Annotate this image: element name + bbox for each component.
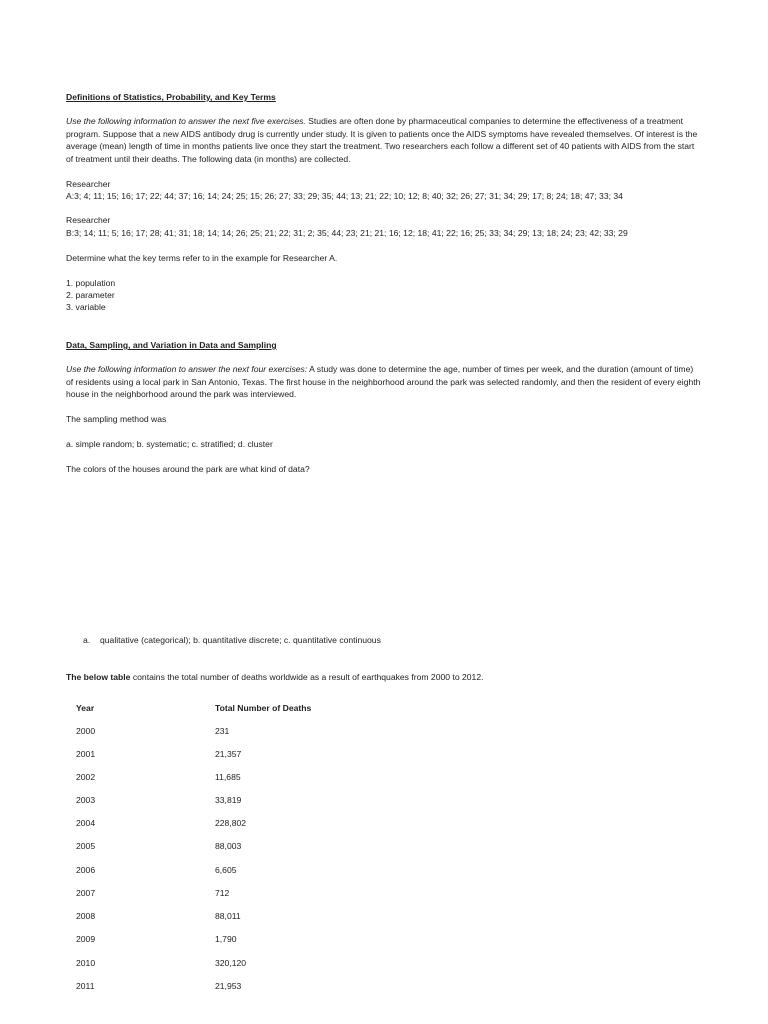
table-cell-year: 2008 bbox=[76, 911, 96, 921]
earthquake-table-intro-text: contains the total number of deaths worldwide as a result of earthquakes from 2000 to 2012. bbox=[130, 672, 484, 682]
section1-intro-text: Studies are often done by pharmaceutical companies to determine the effectiveness of a treatment program. Suppose that a new AIDS antibody drug is currently under study. It is given to patients once the AIDS symptoms have revealed themselves. Of interest is the average (mean) length of time in months patients live once they start the treatment. Two researchers each follow a different set of 40 patients with AIDS from the start of treatment until their deaths. The following data (in months) are collected. bbox=[66, 116, 698, 164]
table-cell-year: 2006 bbox=[76, 865, 96, 875]
house-colors-options bbox=[83, 634, 683, 647]
table-cell-year: 2004 bbox=[76, 818, 96, 828]
house-colors-question: The colors of the houses around the park are what kind of data? bbox=[66, 464, 310, 474]
option-marker-a: a. bbox=[83, 635, 91, 645]
table-cell-deaths: 33,819 bbox=[215, 795, 242, 805]
section1-question: Determine what the key terms refer to in the example for Researcher A. bbox=[66, 253, 338, 263]
table-cell-year: 2005 bbox=[76, 841, 96, 851]
table-cell-deaths: 11,685 bbox=[215, 772, 241, 782]
table-cell-year: 2011 bbox=[76, 981, 95, 991]
earthquake-table-intro-bold: The below table bbox=[66, 672, 131, 682]
table-header-year: Year bbox=[76, 703, 95, 713]
section2-intro-text: A study was done to determine the age, number of times per week, and the duration (amount of time) of residents using a local park in San Antonio, Texas. The first house in the neighborhood around the park was selected randomly, and then the resident of every eighth house in the neighborhood around the park was interviewed. bbox=[66, 364, 701, 399]
table-header-deaths: Total Number of Deaths bbox=[215, 703, 312, 713]
researcher-a-data: A:3; 4; 11; 15; 16; 17; 22; 44; 37; 16; 14; 24; 25; 15; 26; 27; 33; 29; 35; 44; 13; 21; 22; 10; 12; 8; 40; 32; 26; 27; 31; 34; 29; 17; 8; 24; 18; 47; 33; 34 bbox=[66, 191, 623, 201]
earthquake-table-intro bbox=[66, 671, 702, 684]
table-cell-deaths: 1,790 bbox=[215, 934, 237, 944]
table-cell-deaths: 712 bbox=[215, 888, 230, 898]
list-item-parameter: 2. parameter bbox=[66, 290, 115, 300]
researcher-b-label: Researcher bbox=[66, 215, 111, 225]
table-cell-deaths: 88,011 bbox=[215, 911, 241, 921]
table-cell-deaths: 228,802 bbox=[215, 818, 247, 828]
table-cell-deaths: 6,605 bbox=[215, 865, 237, 875]
section2-intro-italic: Use the following information to answer the next four exercises: bbox=[66, 364, 308, 374]
table-cell-year: 2000 bbox=[76, 726, 96, 736]
table-cell-year: 2002 bbox=[76, 772, 96, 782]
section-heading-definitions: Definitions of Statistics, Probability, and Key Terms bbox=[66, 92, 276, 102]
section1-intro-paragraph bbox=[66, 115, 702, 165]
table-cell-deaths: 21,953 bbox=[215, 981, 242, 991]
list-item-population: 1. population bbox=[66, 278, 116, 288]
table-cell-year: 2007 bbox=[76, 888, 96, 898]
section-heading-data-sampling: Data, Sampling, and Variation in Data and Sampling bbox=[66, 340, 277, 350]
section1-intro-italic: Use the following information to answer the next five exercises. bbox=[66, 116, 306, 126]
table-cell-deaths: 21,357 bbox=[215, 749, 242, 759]
table-cell-deaths: 231 bbox=[215, 726, 230, 736]
table-cell-deaths: 320,120 bbox=[215, 958, 247, 968]
house-colors-options-text: qualitative (categorical); b. quantitative discrete; c. quantitative continuous bbox=[100, 635, 381, 645]
section2-intro-paragraph bbox=[66, 363, 702, 401]
researcher-b-data: B:3; 14; 11; 5; 16; 17; 28; 41; 31; 18; 14; 14; 26; 25; 21; 22; 31; 2; 35; 44; 23; 21; 21; 16; 12; 18; 41; 22; 16; 25; 33; 34; 29; 13; 18; 24; 23; 42; 33; 29 bbox=[66, 228, 628, 238]
table-cell-year: 2001 bbox=[76, 749, 96, 759]
table-cell-year: 2009 bbox=[76, 934, 96, 944]
table-cell-deaths: 88,003 bbox=[215, 841, 242, 851]
sampling-method-question: The sampling method was bbox=[66, 414, 167, 424]
table-cell-year: 2003 bbox=[76, 795, 96, 805]
table-cell-year: 2010 bbox=[76, 958, 96, 968]
list-item-variable: 3. variable bbox=[66, 302, 106, 312]
researcher-a-label: Researcher bbox=[66, 179, 111, 189]
sampling-method-options: a. simple random; b. systematic; c. stratified; d. cluster bbox=[66, 439, 273, 449]
